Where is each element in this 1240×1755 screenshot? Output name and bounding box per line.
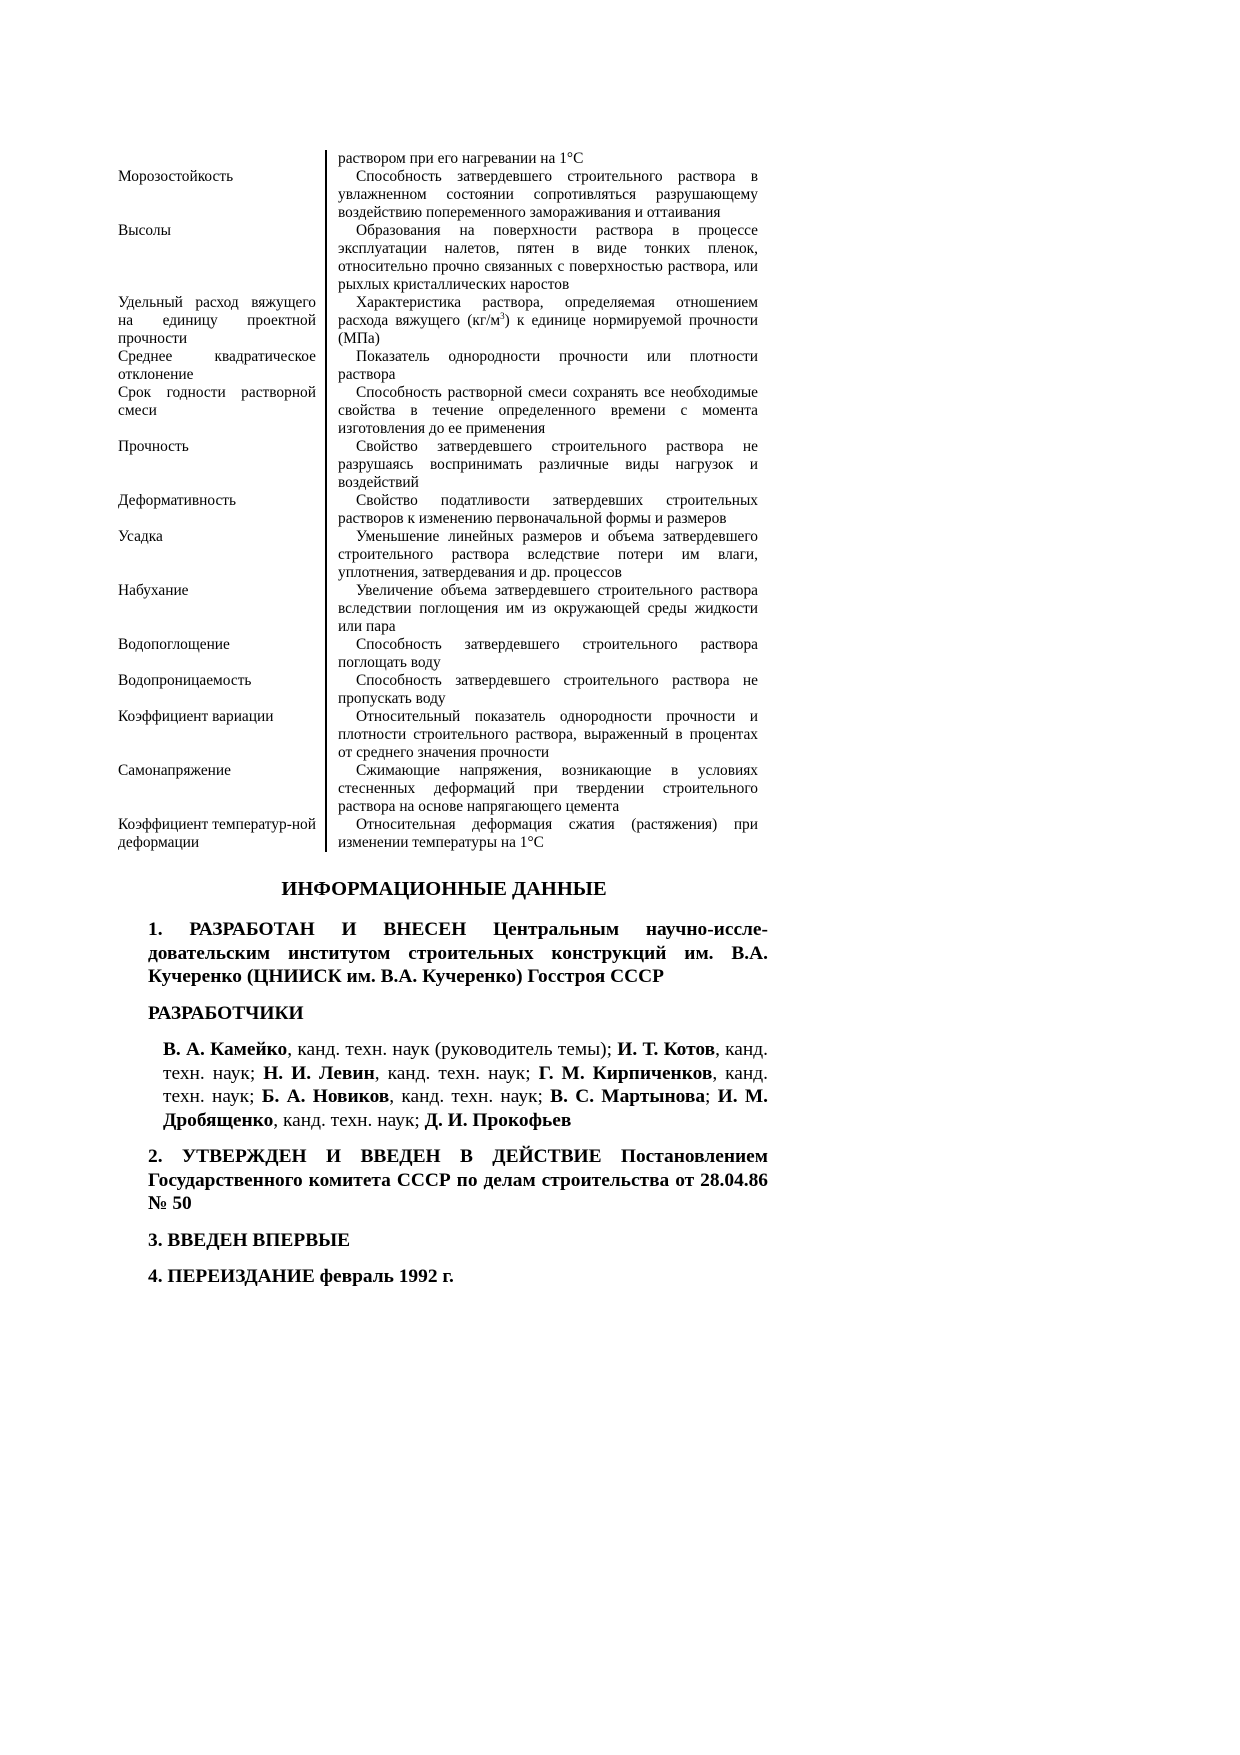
term-row bbox=[118, 438, 758, 492]
developer-name: Г. М. Кирпиченков bbox=[538, 1062, 713, 1084]
term-definition: Способность растворной смеси сохранять все необходимые свойства в течение определенного времени с момента изготовления до ее применения bbox=[338, 384, 758, 437]
term-definition: Сжимающие напряжения, возникающие в условиях стесненных деформаций при твердении строительного раствора на основе напрягающего цемента bbox=[338, 762, 758, 815]
term-row bbox=[118, 582, 758, 636]
term-definition: Способность затвердевшего строительного раствора поглощать воду bbox=[338, 636, 758, 671]
info-item-approved: 2. УТВЕРЖДЕН И ВВЕДЕН В ДЕЙСТВИЕ Постановлением Государственного комитета СССР по делам строительства от 28.04.86 № 50 bbox=[148, 1146, 768, 1214]
term-definition: Способность затвердевшего строительного раствора не пропускать воду bbox=[338, 672, 758, 707]
term-definition: Образования на поверхности раствора в процессе эксплуатации налетов, пятен в виде тонких пленок, относительно прочно связанных с поверхностью раствора, или рыхлых кристаллических наростов bbox=[338, 222, 758, 293]
term-name: Коэффициент температур-ной деформации bbox=[118, 816, 326, 852]
term-name: Водопоглощение bbox=[118, 636, 326, 672]
term-definition: раствором при его нагревании на 1°С bbox=[338, 150, 584, 167]
developer-title: , канд. техн. наук; bbox=[273, 1109, 425, 1131]
term-definition: Показатель однородности прочности или плотности раствора bbox=[338, 348, 758, 383]
term-name: Самонапряжение bbox=[118, 762, 326, 816]
info-item-first-introduced: 3. ВВЕДЕН ВПЕРВЫЕ bbox=[148, 1229, 351, 1251]
term-row bbox=[118, 528, 758, 582]
term-row bbox=[118, 762, 758, 816]
term-name: Среднее квадратическое отклонение bbox=[118, 348, 326, 384]
info-item-developed: 1. РАЗРАБОТАН И ВНЕСЕН Центральным научно-иссле-довательским институтом строительных конструкций им. В.А. Кучеренко (ЦНИИСК им. В.А. Кучеренко) Госстроя СССР bbox=[148, 919, 768, 987]
term-row bbox=[118, 816, 758, 852]
term-name: Набухание bbox=[118, 582, 326, 636]
developer-name: Б. А. Новиков bbox=[261, 1086, 390, 1107]
term-name: Прочность bbox=[118, 438, 326, 492]
term-row bbox=[118, 708, 758, 762]
developer-title: , канд. техн. наук; bbox=[163, 1062, 768, 1107]
info-item-reissue: 4. ПЕРЕИЗДАНИЕ февраль 1992 г. bbox=[148, 1266, 454, 1287]
developer-name: В. А. Камейко bbox=[163, 1039, 288, 1060]
term-definition: Способность затвердевшего строительного раствора в увлажненном состоянии сопротивляться разрушающему воздействию попеременного замораживания и оттаивания bbox=[338, 168, 758, 221]
term-definition: Свойство податливости затвердевших строительных растворов к изменению первоначальной формы и размеров bbox=[338, 492, 758, 527]
term-definition: Уменьшение линейных размеров и объема затвердевшего строительного раствора вследствие потери им влаги, уплотнения, затвердевания и др. процессов bbox=[338, 528, 758, 581]
term-name: Усадка bbox=[118, 528, 326, 582]
term-name: Удельный расход вяжущего на единицу проектной прочности bbox=[118, 294, 326, 348]
term-row bbox=[118, 150, 758, 168]
section-title: ИНФОРМАЦИОННЫЕ ДАННЫЕ bbox=[281, 878, 607, 900]
term-row bbox=[118, 168, 758, 222]
developer-name: Н. И. Левин bbox=[263, 1062, 375, 1084]
term-definition: Увеличение объема затвердевшего строительного раствора вследствии поглощения им из окружающей среды жидкости или пара bbox=[338, 582, 758, 635]
term-definition: Относительная деформация сжатия (растяжения) при изменении температуры на 1°С bbox=[338, 816, 758, 851]
developer-title: , канд. техн. наук (руководитель темы); bbox=[287, 1039, 618, 1060]
information-data-section bbox=[148, 877, 768, 1302]
developers-list bbox=[163, 1038, 768, 1132]
term-name: Морозостойкость bbox=[118, 168, 326, 222]
developers-heading: РАЗРАБОТЧИКИ bbox=[148, 1002, 304, 1024]
term-row bbox=[118, 294, 758, 348]
developer-title: , канд. техн. наук; bbox=[374, 1062, 539, 1084]
term-definition: Свойство затвердевшего строительного раствора не разрушаясь воспринимать различные виды нагрузок и воздействий bbox=[338, 438, 758, 491]
term-name: Водопроницаемость bbox=[118, 672, 326, 708]
term-row bbox=[118, 672, 758, 708]
term-row bbox=[118, 492, 758, 528]
term-row bbox=[118, 348, 758, 384]
term-row bbox=[118, 384, 758, 438]
terms-table bbox=[118, 150, 758, 852]
term-row bbox=[118, 222, 758, 294]
term-definition: Относительный показатель однородности прочности и плотности строительного раствора, выраженный в процентах от среднего значения прочности bbox=[338, 708, 758, 761]
developer-name: И. М. Дробященко bbox=[163, 1086, 768, 1131]
developer-name: И. Т. Котов bbox=[617, 1039, 716, 1060]
developer-title: , канд. техн. наук; bbox=[389, 1086, 551, 1107]
term-name: Коэффициент вариации bbox=[118, 708, 326, 762]
term-name bbox=[118, 150, 326, 168]
term-row bbox=[118, 636, 758, 672]
developer-title: ; bbox=[705, 1086, 718, 1107]
term-name: Срок годности растворной смеси bbox=[118, 384, 326, 438]
developer-name: В. С. Мартынова bbox=[550, 1086, 706, 1107]
term-name: Высолы bbox=[118, 222, 326, 294]
term-name: Деформативность bbox=[118, 492, 326, 528]
developer-name: Д. И. Прокофьев bbox=[424, 1109, 572, 1131]
developer-title: , канд. техн. наук; bbox=[163, 1039, 768, 1084]
term-definition: Характеристика раствора, определяемая отношением расхода вяжущего $(кг/м^3)$ к единице нормируемой прочности (МПа) bbox=[338, 294, 758, 347]
